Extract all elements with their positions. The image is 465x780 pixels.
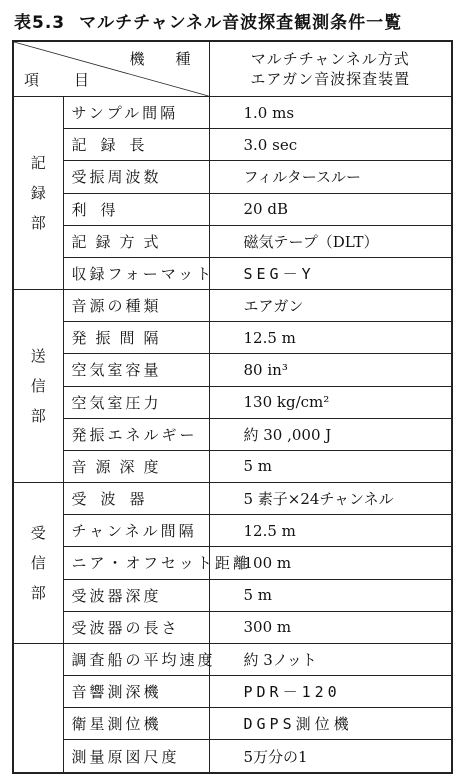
table-row	[13, 225, 452, 257]
item-label: 受波器の長さ	[63, 611, 209, 643]
item-value: 80 in³	[209, 354, 452, 386]
spec-table	[12, 40, 453, 774]
group-label: 記 録 部	[13, 97, 63, 290]
item-value: SEG－Y	[209, 257, 452, 289]
header-equipment	[209, 41, 452, 97]
table-row	[13, 322, 452, 354]
table-row	[13, 579, 452, 611]
table-row	[13, 129, 452, 161]
item-value: 100 m	[209, 547, 452, 579]
item-label: ニア・オフセット距離	[63, 547, 209, 579]
item-value: 130 kg/cm²	[209, 386, 452, 418]
item-value: 約 3ノット	[209, 643, 452, 675]
table-row	[13, 450, 452, 482]
item-label: 収録フォーマット	[63, 257, 209, 289]
table-row	[13, 515, 452, 547]
group-label: 受 信 部	[13, 483, 63, 644]
item-label: チャンネル間隔	[63, 515, 209, 547]
item-value: 12.5 m	[209, 515, 452, 547]
table-row	[13, 643, 452, 675]
item-label: 受波器	[63, 483, 209, 515]
item-label: 調査船の平均速度	[63, 643, 209, 675]
item-value: 5万分の1	[209, 740, 452, 773]
item-value: 5 素子×24チャンネル	[209, 483, 452, 515]
table-row	[13, 418, 452, 450]
item-label: 測量原図尺度	[63, 740, 209, 773]
table-row	[13, 193, 452, 225]
item-value: 5 m	[209, 579, 452, 611]
item-value: DGPS測位機	[209, 708, 452, 740]
table-caption: マルチチャンネル音波探査観測条件一覧	[79, 13, 403, 33]
table-row	[13, 708, 452, 740]
item-label: サンプル間隔	[63, 97, 209, 129]
table-number: 表5.3	[14, 13, 66, 33]
header-koumoku: 項 目	[24, 71, 100, 89]
item-value: 3.0 sec	[209, 129, 452, 161]
item-label: 音源深度	[63, 450, 209, 482]
item-value: 5 m	[209, 450, 452, 482]
item-label: 音源の種類	[63, 290, 209, 322]
table-header-row	[13, 41, 452, 97]
item-label: 衛星測位機	[63, 708, 209, 740]
group-label	[13, 643, 63, 773]
table-row	[13, 257, 452, 289]
header-kishu: 機 種	[129, 50, 199, 68]
table-row	[13, 483, 452, 515]
item-label: 受波器深度	[63, 579, 209, 611]
item-value: PDR－120	[209, 676, 452, 708]
header-equipment-line1: マルチチャンネル方式	[250, 50, 410, 68]
table-row	[13, 676, 452, 708]
item-label: 利得	[63, 193, 209, 225]
table-row	[13, 354, 452, 386]
item-value: エアガン	[209, 290, 452, 322]
item-value: 300 m	[209, 611, 452, 643]
table-row	[13, 97, 452, 129]
item-label: 記録長	[63, 129, 209, 161]
item-value: 約 30 ,000 J	[209, 418, 452, 450]
table-row	[13, 740, 452, 773]
item-label: 音響測深機	[63, 676, 209, 708]
group-label: 送 信 部	[13, 290, 63, 483]
header-equipment-line2: エアガン音波探査装置	[250, 70, 411, 88]
table-row	[13, 386, 452, 418]
item-value: 磁気テープ（DLT）	[209, 225, 452, 257]
item-value: 1.0 ms	[209, 97, 452, 129]
item-label: 発振間隔	[63, 322, 209, 354]
table-title	[12, 8, 402, 33]
item-label: 空気室圧力	[63, 386, 209, 418]
item-label: 受振周波数	[63, 161, 209, 193]
item-value: 20 dB	[209, 193, 452, 225]
item-value: フィルタースルー	[209, 161, 452, 193]
table-row	[13, 611, 452, 643]
item-label: 記録方式	[63, 225, 209, 257]
item-label: 発振エネルギー	[63, 418, 209, 450]
header-diagonal-cell	[13, 41, 209, 97]
table-row	[13, 290, 452, 322]
item-label: 空気室容量	[63, 354, 209, 386]
item-value: 12.5 m	[209, 322, 452, 354]
table-row	[13, 161, 452, 193]
table-row	[13, 547, 452, 579]
